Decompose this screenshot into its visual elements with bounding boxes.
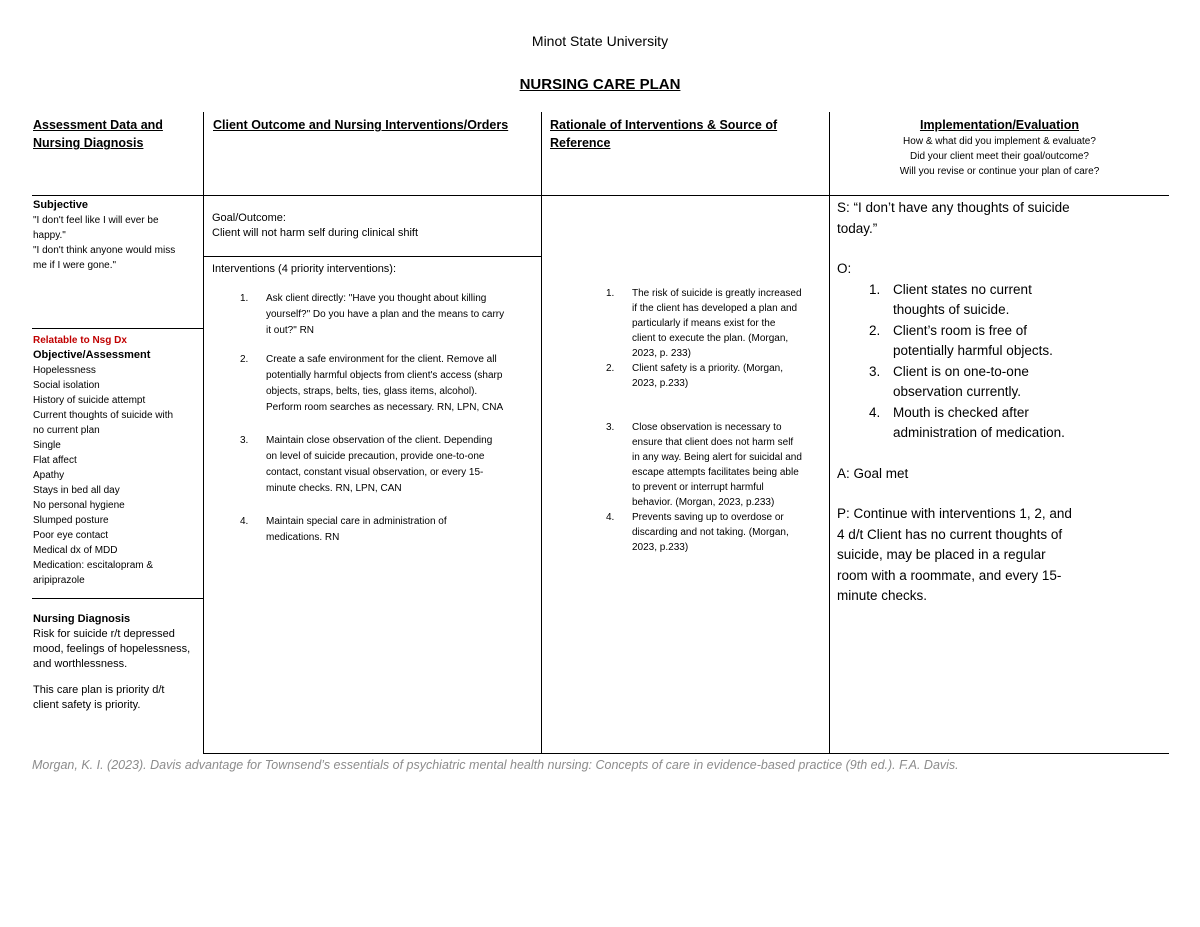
diagnosis-line: mood, feelings of hopelessness, <box>33 643 191 655</box>
column-header-interventions: Client Outcome and Nursing Interventions/Orders <box>213 118 509 132</box>
objective-line: aripiprazole <box>33 575 85 586</box>
table-bottom-border <box>203 753 1169 754</box>
col1-divider-objective <box>32 328 203 329</box>
rationale-line: particularly if means exist for the <box>632 318 776 329</box>
rationale-number: 2. <box>606 363 615 374</box>
relatable-label: Relatable to Nsg Dx <box>33 335 127 346</box>
eval-p-line: suicide, may be placed in a regular <box>837 547 1046 562</box>
objective-line: Medical dx of MDD <box>33 545 118 556</box>
objective-line: Current thoughts of suicide with <box>33 410 174 421</box>
col1-divider-diagnosis <box>32 598 203 599</box>
objective-line: no current plan <box>33 425 100 436</box>
rationale-line: escape attempts facilitates being able <box>632 467 799 478</box>
eval-o-item <box>837 321 1167 362</box>
rationale-item <box>606 361 828 391</box>
intervention-item <box>240 291 538 339</box>
interventions-label: Interventions (4 priority interventions): <box>212 263 397 275</box>
objective-line: Medication: escitalopram & <box>33 560 154 571</box>
header-line: Reference <box>550 136 611 150</box>
eval-o-item <box>837 362 1167 403</box>
intervention-line: Maintain special care in administration of <box>266 516 447 527</box>
intervention-line: Perform room searches as necessary. RN, LPN, CNA <box>266 402 504 413</box>
rationale-line: if the client has developed a plan and <box>632 303 798 314</box>
eval-a-text: A: Goal met <box>837 465 909 481</box>
rationale-list <box>606 286 828 555</box>
rationale-line: The risk of suicide is greatly increased <box>632 288 802 299</box>
eval-o-number: 2. <box>869 322 881 338</box>
diagnosis-line: Risk for suicide r/t depressed <box>33 628 175 640</box>
objective-line: Hopelessness <box>33 365 96 376</box>
eval-o-line: thoughts of suicide. <box>893 302 1010 317</box>
intervention-line: on level of suicide precaution, provide one-to-one <box>266 451 485 462</box>
rationale-line: in any way. Being alert for suicidal and <box>632 452 802 463</box>
rationale-item <box>606 420 828 510</box>
intervention-line: potentially harmful objects from client's access (sharp <box>266 370 503 381</box>
intervention-number: 1. <box>240 293 249 304</box>
col2-divider-interventions <box>203 256 541 257</box>
objective-line: Apathy <box>33 470 65 481</box>
subjective-section <box>33 198 201 273</box>
interventions-list <box>240 291 538 546</box>
intervention-line: yourself?" Do you have a plan and the means to carry <box>266 309 505 320</box>
rationale-line: Client safety is a priority. (Morgan, <box>632 363 783 374</box>
subjective-label: Subjective <box>33 199 89 211</box>
intervention-line: contact, constant visual observation, or every 15- <box>266 467 484 478</box>
intervention-line: Ask client directly: "Have you thought about killing <box>266 293 487 304</box>
header-row-border <box>32 195 1169 196</box>
eval-o-number: 1. <box>869 281 881 297</box>
goal-text: Client will not harm self during clinical shift <box>212 227 419 239</box>
reference-citation: Morgan, K. I. (2023). Davis advantage for Townsend’s essentials of psychiatric mental health nursing: Concepts of care in evidence-based practice (9th ed.). F.A. Davis. <box>32 758 959 772</box>
eval-p-line: 4 d/t Client has no current thoughts of <box>837 526 1063 542</box>
column-header-evaluation: Implementation/Evaluation <box>919 118 1080 132</box>
rationale-item <box>606 286 828 361</box>
eval-p-line: P: Continue with interventions 1, 2, and <box>837 506 1072 521</box>
rationale-item <box>606 510 828 555</box>
eval-question: Did your client meet their goal/outcome? <box>910 151 1089 162</box>
diagnosis-label: Nursing Diagnosis <box>33 613 131 625</box>
eval-p-line: minute checks. <box>837 588 928 603</box>
goal-section <box>212 211 537 241</box>
eval-s-line: S: “I don’t have any thoughts of suicide <box>837 200 1070 215</box>
eval-question: How & what did you implement & evaluate? <box>903 136 1096 147</box>
rationale-line: Close observation is necessary to <box>632 422 782 433</box>
subjective-line: me if I were gone." <box>33 260 117 271</box>
rationale-line: to prevent or interrupt harmful <box>632 482 764 493</box>
intervention-number: 4. <box>240 516 249 527</box>
rationale-line: 2023, p.233) <box>632 542 689 553</box>
objective-line: No personal hygiene <box>33 500 125 511</box>
intervention-number: 2. <box>240 354 249 365</box>
header-line: Assessment Data and <box>33 118 163 132</box>
objective-line: Social isolation <box>33 380 100 391</box>
eval-p-line: room with a roommate, and every 15- <box>837 567 1062 583</box>
eval-o-line: Client’s room is free of <box>893 322 1028 338</box>
eval-o-number: 4. <box>869 404 881 420</box>
goal-label: Goal/Outcome: <box>212 212 286 224</box>
intervention-item <box>240 433 538 497</box>
evaluation-section <box>837 198 1167 607</box>
rationale-number: 3. <box>606 422 615 433</box>
intervention-line: Maintain close observation of the client. Depending <box>266 435 493 446</box>
diagnosis-line: and worthlessness. <box>33 658 128 670</box>
intervention-line: it out?" RN <box>266 325 315 336</box>
rationale-line: client to execute the plan. (Morgan, <box>632 333 789 344</box>
eval-o-line: Client is on one-to-one <box>893 363 1029 379</box>
eval-o-label: O: <box>837 261 852 276</box>
eval-s-line: today.” <box>837 220 878 236</box>
rationale-number: 4. <box>606 512 615 523</box>
rationale-line: 2023, p.233) <box>632 378 689 389</box>
subjective-line: "I don't feel like I will ever be <box>33 215 159 226</box>
table-divider-3 <box>829 112 830 754</box>
column-header-assessment <box>33 116 201 152</box>
subjective-line: "I don't think anyone would miss <box>33 245 176 256</box>
intervention-line: medications. RN <box>266 532 340 543</box>
eval-o-item <box>837 280 1167 321</box>
intervention-line: objects, straps, belts, ties, glass items, alcohol). <box>266 386 478 397</box>
eval-o-item <box>837 403 1167 444</box>
header-line: Nursing Diagnosis <box>33 136 144 150</box>
eval-question: Will you revise or continue your plan of care? <box>899 166 1100 177</box>
priority-line: This care plan is priority d/t <box>33 684 165 696</box>
university-name: Minot State University <box>531 33 669 49</box>
subjective-line: happy." <box>33 230 66 241</box>
intervention-line: Create a safe environment for the client. Remove all <box>266 354 497 365</box>
objective-line: Stays in bed all day <box>33 485 120 496</box>
eval-o-line: Client states no current <box>893 281 1032 297</box>
rationale-line: behavior. (Morgan, 2023, p.233) <box>632 497 775 508</box>
rationale-line: Prevents saving up to overdose or <box>632 512 784 523</box>
rationale-line: 2023, p. 233) <box>632 348 691 359</box>
intervention-number: 3. <box>240 435 249 446</box>
header-line: Rationale of Interventions & Source of <box>550 118 778 132</box>
table-divider-2 <box>541 112 542 754</box>
eval-o-line: observation currently. <box>893 384 1022 399</box>
intervention-item <box>240 352 538 416</box>
objective-line: History of suicide attempt <box>33 395 146 406</box>
eval-o-number: 3. <box>869 363 881 379</box>
objective-section <box>33 333 201 588</box>
rationale-line: discarding and not taking. (Morgan, <box>632 527 789 538</box>
page-title: NURSING CARE PLAN <box>519 76 681 93</box>
eval-o-line: administration of medication. <box>893 425 1065 440</box>
objective-line: Flat affect <box>33 455 77 466</box>
priority-line: client safety is priority. <box>33 699 141 711</box>
rationale-number: 1. <box>606 288 615 299</box>
objective-line: Poor eye contact <box>33 530 109 541</box>
intervention-line: minute checks. RN, LPN, CAN <box>266 483 402 494</box>
objective-line: Slumped posture <box>33 515 109 526</box>
rationale-line: ensure that client does not harm self <box>632 437 794 448</box>
column-header-rationale <box>550 116 828 152</box>
eval-o-line: potentially harmful objects. <box>893 343 1053 358</box>
objective-label: Objective/Assessment <box>33 349 151 361</box>
intervention-item <box>240 514 538 546</box>
objective-line: Single <box>33 440 61 451</box>
eval-o-line: Mouth is checked after <box>893 404 1029 420</box>
diagnosis-section <box>33 612 201 713</box>
table-divider-1 <box>203 112 204 754</box>
column-header-evaluation-block <box>832 116 1167 179</box>
